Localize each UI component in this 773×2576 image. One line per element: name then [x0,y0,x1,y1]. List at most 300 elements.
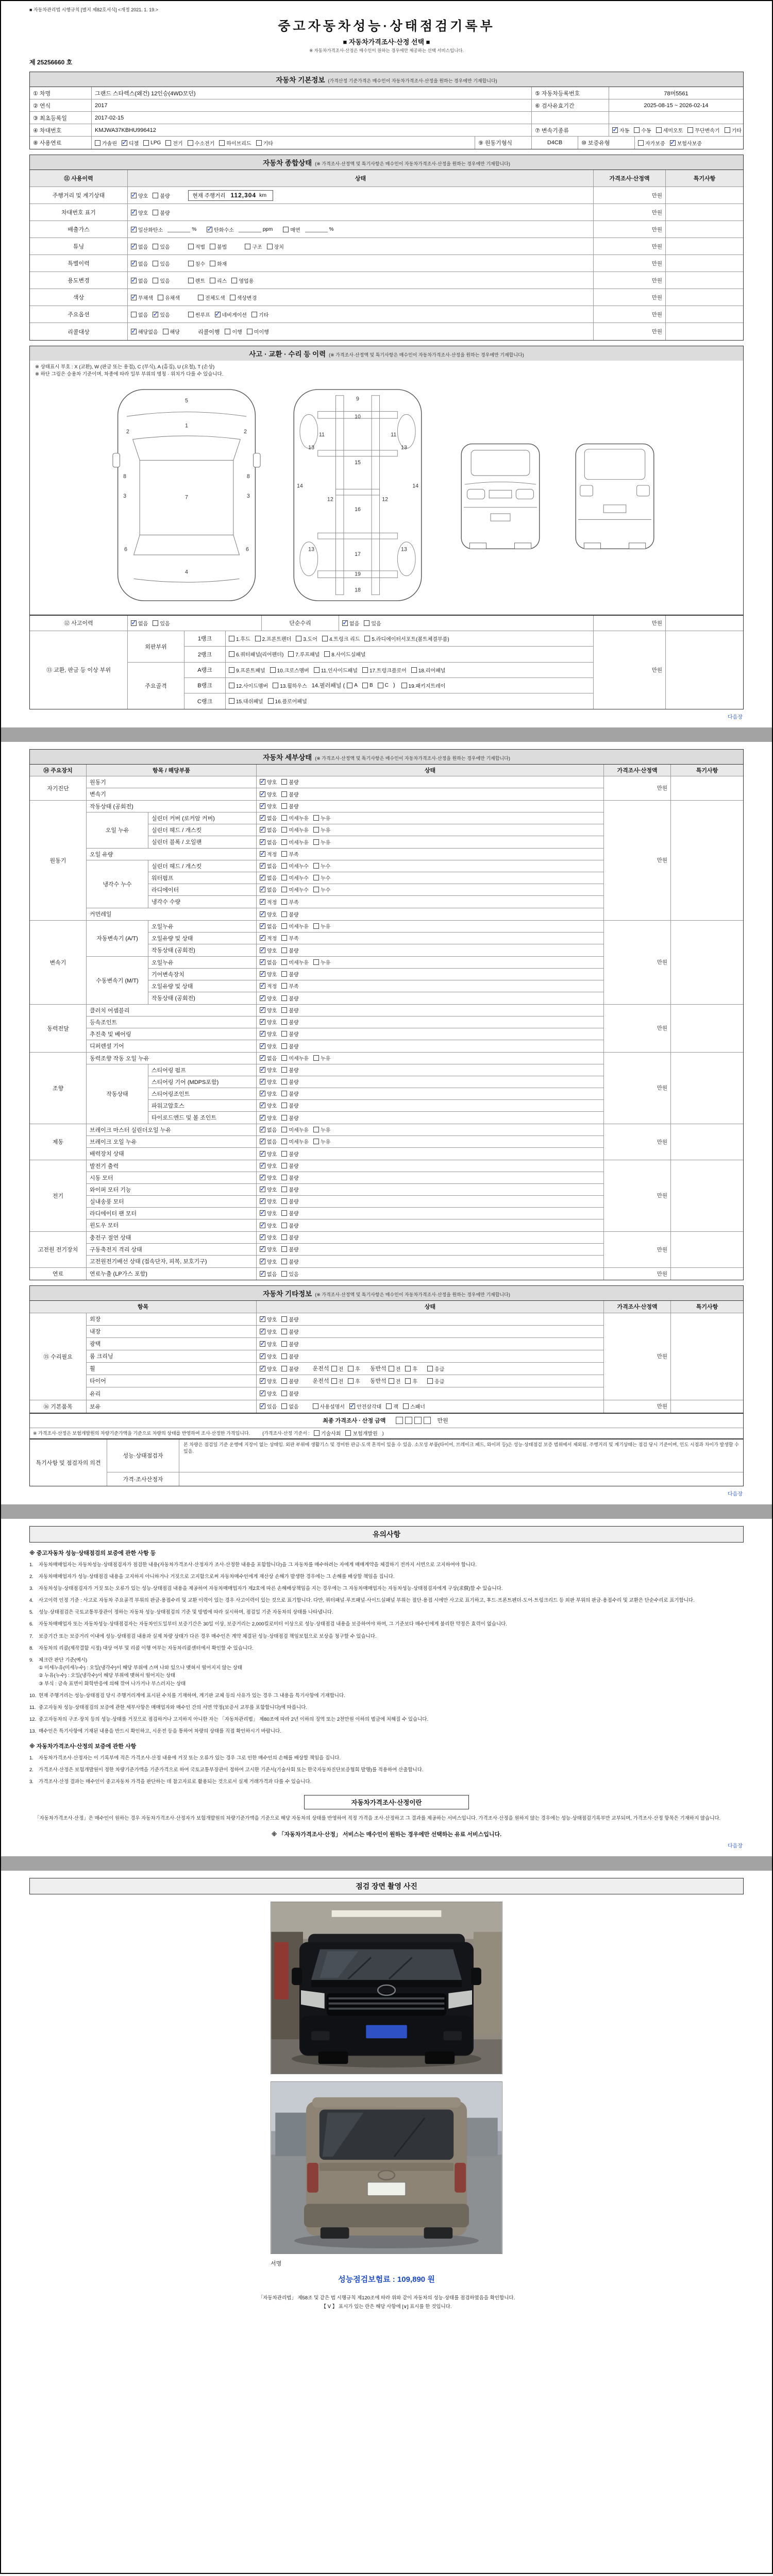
checkbox-item[interactable] [313,958,330,966]
checkbox-item[interactable] [313,874,330,882]
checkbox-checked-icon[interactable] [260,863,265,869]
checkbox-item[interactable] [122,139,139,147]
checkbox-item[interactable] [281,838,309,846]
checkbox-item[interactable] [260,1018,277,1026]
checkbox-unchecked-icon[interactable] [255,636,261,641]
checkbox-unchecked-icon[interactable] [331,1366,337,1371]
checkbox-unchecked-icon[interactable] [281,1175,287,1180]
checkbox-item[interactable] [313,922,330,930]
checkbox-item[interactable] [281,1328,298,1335]
checkbox-item[interactable] [612,126,629,134]
checkbox-unchecked-icon[interactable] [188,244,194,249]
checkbox-unchecked-icon[interactable] [281,1329,287,1334]
checkbox-unchecked-icon[interactable] [273,683,278,688]
checkbox-unchecked-icon[interactable] [687,127,693,133]
checkbox-unchecked-icon[interactable] [313,839,319,845]
checkbox-unchecked-icon[interactable] [281,1403,287,1409]
checkbox-item[interactable] [260,1030,277,1038]
checkbox-item[interactable] [725,126,742,134]
checkbox-item[interactable] [260,1078,277,1086]
checkbox-unchecked-icon[interactable] [270,667,276,673]
checkbox-checked-icon[interactable] [260,1175,265,1180]
checkbox-checked-icon[interactable] [342,620,348,626]
checkbox-checked-icon[interactable] [260,1271,265,1277]
checkbox-item[interactable] [281,1222,298,1229]
next-page-link[interactable]: 다음장 [728,1843,743,1849]
checkbox-unchecked-icon[interactable] [322,636,328,641]
checkbox-unchecked-icon[interactable] [362,683,368,688]
checkbox-unchecked-icon[interactable] [403,1403,409,1409]
checkbox-item[interactable] [229,682,268,689]
checkbox-item[interactable] [229,697,263,705]
checkbox-checked-icon[interactable] [260,959,265,965]
checkbox-item[interactable] [260,862,277,870]
checkbox-checked-icon[interactable] [260,899,265,905]
checkbox-checked-icon[interactable] [260,1163,265,1168]
checkbox-item[interactable] [260,886,277,893]
checkbox-item[interactable] [188,243,205,250]
checkbox-checked-icon[interactable] [260,1043,265,1049]
checkbox-unchecked-icon[interactable] [281,1139,287,1144]
checkbox-unchecked-icon[interactable] [634,127,640,133]
checkbox-checked-icon[interactable] [260,1079,265,1084]
checkbox-unchecked-icon[interactable] [364,620,369,626]
checkbox-item[interactable] [131,226,163,233]
checkbox-unchecked-icon[interactable] [256,140,262,146]
checkbox-unchecked-icon[interactable] [281,803,287,809]
checkbox-item[interactable] [131,328,158,335]
checkbox-unchecked-icon[interactable] [281,1378,287,1384]
checkbox-checked-icon[interactable] [260,1151,265,1157]
checkbox-item[interactable] [331,1365,344,1372]
checkbox-item[interactable] [364,635,449,642]
checkbox-unchecked-icon[interactable] [401,683,407,688]
checkbox-unchecked-icon[interactable] [281,1234,287,1240]
checkbox-checked-icon[interactable] [260,803,265,809]
checkbox-unchecked-icon[interactable] [210,261,215,266]
checkbox-item[interactable] [281,1174,298,1181]
checkbox-checked-icon[interactable] [260,1366,265,1371]
checkbox-item[interactable] [281,1315,298,1323]
checkbox-item[interactable] [281,850,298,858]
checkbox-item[interactable] [153,243,170,250]
checkbox-item[interactable] [281,1114,298,1122]
checkbox-item[interactable] [401,682,446,689]
checkbox-item[interactable] [281,946,298,954]
checkbox-unchecked-icon[interactable] [281,1031,287,1037]
checkbox-unchecked-icon[interactable] [405,1378,411,1384]
checkbox-item[interactable] [260,1126,277,1133]
checkbox-item[interactable] [281,1389,298,1397]
checkbox-item[interactable] [198,294,225,301]
checkbox-item[interactable] [260,970,277,978]
checkbox-checked-icon[interactable] [260,947,265,953]
checkbox-item[interactable] [281,814,309,822]
checkbox-item[interactable] [281,1209,298,1217]
checkbox-item[interactable] [260,1315,277,1323]
checkbox-unchecked-icon[interactable] [656,127,662,133]
checkbox-checked-icon[interactable] [260,851,265,857]
checkbox-checked-icon[interactable] [260,1031,265,1037]
checkbox-checked-icon[interactable] [260,1403,265,1409]
checkbox-unchecked-icon[interactable] [313,827,319,833]
checkbox-item[interactable] [314,1429,341,1437]
checkbox-item[interactable] [411,666,446,674]
checkbox-item[interactable] [281,1258,298,1265]
checkbox-unchecked-icon[interactable] [314,667,320,673]
checkbox-item[interactable] [314,666,358,674]
checkbox-item[interactable] [153,192,170,199]
checkbox-item[interactable] [281,994,298,1002]
checkbox-unchecked-icon[interactable] [198,295,204,300]
checkbox-item[interactable] [656,126,683,134]
checkbox-item[interactable] [188,139,215,147]
checkbox-checked-icon[interactable] [260,1246,265,1252]
checkbox-item[interactable] [229,635,250,642]
checkbox-item[interactable] [281,1340,298,1348]
checkbox-checked-icon[interactable] [260,1103,265,1108]
checkbox-item[interactable] [131,277,148,284]
next-page-link[interactable]: 다음장 [728,1491,743,1497]
checkbox-unchecked-icon[interactable] [313,1403,318,1409]
checkbox-item[interactable] [255,635,292,642]
checkbox-item[interactable] [281,970,298,978]
checkbox-checked-icon[interactable] [260,1259,265,1264]
checkbox-item[interactable] [268,697,307,705]
checkbox-item[interactable] [281,802,298,810]
checkbox-item[interactable] [260,826,277,834]
checkbox-item[interactable] [281,922,309,930]
checkbox-checked-icon[interactable] [260,1353,265,1359]
checkbox-item[interactable] [260,946,277,954]
checkbox-checked-icon[interactable] [131,329,137,334]
checkbox-item[interactable] [165,139,182,147]
checkbox-item[interactable] [131,209,148,216]
checkbox-checked-icon[interactable] [260,935,265,941]
checkbox-item[interactable] [267,243,284,250]
checkbox-item[interactable] [405,1377,417,1385]
checkbox-item[interactable] [281,1185,298,1193]
checkbox-item[interactable] [131,243,148,250]
checkbox-unchecked-icon[interactable] [281,863,287,869]
checkbox-item[interactable] [131,192,148,199]
checkbox-unchecked-icon[interactable] [281,1091,287,1096]
checkbox-item[interactable] [229,650,283,658]
checkbox-item[interactable] [670,139,702,147]
checkbox-unchecked-icon[interactable] [313,815,319,821]
checkbox-item[interactable] [260,1054,277,1062]
checkbox-unchecked-icon[interactable] [281,911,287,917]
checkbox-item[interactable] [386,1402,398,1410]
checkbox-item[interactable] [260,1365,277,1372]
checkbox-unchecked-icon[interactable] [281,1391,287,1396]
checkbox-item[interactable] [260,874,277,882]
checkbox-item[interactable] [153,260,170,267]
checkbox-item[interactable] [260,1340,277,1348]
checkbox-unchecked-icon[interactable] [143,140,149,146]
checkbox-unchecked-icon[interactable] [281,1187,287,1192]
checkbox-item[interactable] [260,1101,277,1109]
checkbox-item[interactable] [348,1365,360,1372]
checkbox-unchecked-icon[interactable] [281,1163,287,1168]
checkbox-item[interactable] [296,635,317,642]
checkbox-item[interactable] [230,294,257,301]
checkbox-item[interactable] [260,1328,277,1335]
checkbox-item[interactable] [389,1365,401,1372]
checkbox-unchecked-icon[interactable] [281,851,287,857]
checkbox-checked-icon[interactable] [260,791,265,797]
checkbox-item[interactable] [347,683,358,688]
checkbox-unchecked-icon[interactable] [247,329,253,334]
checkbox-item[interactable] [273,682,307,689]
checkbox-item[interactable] [260,802,277,810]
checkbox-item[interactable] [260,1270,277,1278]
checkbox-unchecked-icon[interactable] [281,1079,287,1084]
checkbox-unchecked-icon[interactable] [267,244,273,249]
checkbox-item[interactable] [260,1197,277,1205]
checkbox-unchecked-icon[interactable] [210,278,215,283]
checkbox-item[interactable] [251,311,268,318]
checkbox-unchecked-icon[interactable] [225,329,230,334]
checkbox-item[interactable] [153,277,170,284]
checkbox-item[interactable] [131,311,148,318]
checkbox-unchecked-icon[interactable] [427,1366,433,1371]
checkbox-unchecked-icon[interactable] [230,295,236,300]
checkbox-item[interactable] [281,826,309,834]
checkbox-unchecked-icon[interactable] [281,1055,287,1061]
checkbox-item[interactable] [270,666,309,674]
checkbox-item[interactable] [260,790,277,798]
checkbox-checked-icon[interactable] [260,1329,265,1334]
checkbox-item[interactable] [260,1402,277,1410]
checkbox-item[interactable] [281,1030,298,1038]
checkbox-item[interactable] [247,328,269,335]
checkbox-item[interactable] [260,1162,277,1170]
checkbox-unchecked-icon[interactable] [229,698,234,704]
checkbox-unchecked-icon[interactable] [153,261,158,266]
checkbox-item[interactable] [281,1054,309,1062]
checkbox-item[interactable] [131,260,148,267]
checkbox-unchecked-icon[interactable] [405,1366,411,1371]
checkbox-checked-icon[interactable] [260,1067,265,1073]
checkbox-item[interactable] [215,311,247,318]
checkbox-checked-icon[interactable] [260,923,265,929]
checkbox-checked-icon[interactable] [131,244,137,249]
checkbox-item[interactable] [260,850,277,858]
checkbox-unchecked-icon[interactable] [229,636,234,641]
checkbox-unchecked-icon[interactable] [188,140,193,146]
checkbox-unchecked-icon[interactable] [281,1353,287,1359]
checkbox-item[interactable] [260,994,277,1002]
checkbox-unchecked-icon[interactable] [210,244,215,249]
checkbox-item[interactable] [313,886,330,893]
checkbox-item[interactable] [342,619,359,627]
checkbox-checked-icon[interactable] [260,839,265,845]
checkbox-unchecked-icon[interactable] [281,923,287,929]
checkbox-unchecked-icon[interactable] [153,244,158,249]
checkbox-item[interactable] [260,1389,277,1397]
checkbox-item[interactable] [260,838,277,846]
checkbox-item[interactable] [219,139,251,147]
checkbox-unchecked-icon[interactable] [281,959,287,965]
checkbox-item[interactable] [634,126,651,134]
checkbox-item[interactable] [281,958,309,966]
checkbox-unchecked-icon[interactable] [153,210,158,215]
checkbox-item[interactable] [313,814,330,822]
checkbox-unchecked-icon[interactable] [288,651,294,657]
checkbox-item[interactable] [245,243,262,250]
checkbox-checked-icon[interactable] [260,911,265,917]
checkbox-unchecked-icon[interactable] [153,278,158,283]
checkbox-item[interactable] [229,666,265,674]
checkbox-item[interactable] [427,1377,444,1385]
checkbox-item[interactable] [281,1090,298,1097]
checkbox-item[interactable] [283,226,300,233]
checkbox-item[interactable] [313,838,330,846]
checkbox-unchecked-icon[interactable] [313,1055,319,1061]
checkbox-item[interactable] [348,1377,360,1385]
checkbox-checked-icon[interactable] [260,1378,265,1384]
checkbox-item[interactable] [281,1150,298,1158]
checkbox-unchecked-icon[interactable] [281,1259,287,1264]
checkbox-item[interactable] [210,260,227,267]
checkbox-item[interactable] [288,650,320,658]
checkbox-unchecked-icon[interactable] [283,227,289,232]
checkbox-item[interactable] [313,1126,330,1133]
checkbox-checked-icon[interactable] [260,1055,265,1061]
checkbox-item[interactable] [260,1114,277,1122]
checkbox-checked-icon[interactable] [260,983,265,989]
checkbox-checked-icon[interactable] [260,1210,265,1216]
checkbox-unchecked-icon[interactable] [188,261,194,266]
checkbox-unchecked-icon[interactable] [281,1007,287,1013]
checkbox-item[interactable] [281,1162,298,1170]
checkbox-item[interactable] [313,826,330,834]
checkbox-item[interactable] [322,635,360,642]
checkbox-item[interactable] [324,650,365,658]
checkbox-unchecked-icon[interactable] [427,1378,433,1384]
checkbox-item[interactable] [281,1377,298,1385]
checkbox-item[interactable] [281,778,298,786]
checkbox-unchecked-icon[interactable] [153,620,158,626]
checkbox-unchecked-icon[interactable] [313,1127,319,1132]
checkbox-unchecked-icon[interactable] [229,683,234,688]
checkbox-item[interactable] [313,1402,345,1410]
checkbox-item[interactable] [153,209,170,216]
checkbox-unchecked-icon[interactable] [281,1341,287,1347]
checkbox-unchecked-icon[interactable] [281,1210,287,1216]
checkbox-unchecked-icon[interactable] [281,779,287,785]
checkbox-item[interactable] [256,139,273,147]
checkbox-unchecked-icon[interactable] [281,887,287,892]
checkbox-unchecked-icon[interactable] [231,278,237,283]
checkbox-checked-icon[interactable] [131,210,137,215]
checkbox-item[interactable] [345,1429,377,1437]
checkbox-item[interactable] [362,666,407,674]
checkbox-checked-icon[interactable] [260,1127,265,1132]
checkbox-unchecked-icon[interactable] [281,839,287,845]
checkbox-unchecked-icon[interactable] [411,667,417,673]
checkbox-checked-icon[interactable] [131,193,137,198]
checkbox-item[interactable] [260,898,277,906]
checkbox-checked-icon[interactable] [260,887,265,892]
checkbox-unchecked-icon[interactable] [219,140,225,146]
checkbox-item[interactable] [188,311,210,318]
checkbox-checked-icon[interactable] [260,1019,265,1025]
checkbox-item[interactable] [281,1138,309,1145]
checkbox-item[interactable] [260,1138,277,1145]
checkbox-item[interactable] [188,260,205,267]
checkbox-item[interactable] [153,311,170,318]
checkbox-item[interactable] [131,619,148,627]
checkbox-unchecked-icon[interactable] [389,1378,394,1384]
checkbox-unchecked-icon[interactable] [364,636,370,641]
checkbox-item[interactable] [331,1377,344,1385]
checkbox-unchecked-icon[interactable] [251,312,257,317]
checkbox-checked-icon[interactable] [260,827,265,833]
checkbox-item[interactable] [207,226,234,233]
checkbox-unchecked-icon[interactable] [348,1378,354,1384]
checkbox-unchecked-icon[interactable] [638,140,644,146]
checkbox-unchecked-icon[interactable] [313,863,319,869]
checkbox-unchecked-icon[interactable] [281,1366,287,1371]
checkbox-unchecked-icon[interactable] [188,312,194,317]
checkbox-checked-icon[interactable] [131,278,137,283]
checkbox-item[interactable] [281,1270,298,1278]
checkbox-unchecked-icon[interactable] [188,278,194,283]
checkbox-unchecked-icon[interactable] [229,667,234,673]
checkbox-unchecked-icon[interactable] [281,827,287,833]
checkbox-item[interactable] [260,1258,277,1265]
checkbox-unchecked-icon[interactable] [362,667,368,673]
checkbox-unchecked-icon[interactable] [313,923,319,929]
checkbox-item[interactable] [638,139,665,147]
checkbox-unchecked-icon[interactable] [165,140,171,146]
checkbox-checked-icon[interactable] [260,1391,265,1396]
checkbox-checked-icon[interactable] [260,1234,265,1240]
checkbox-unchecked-icon[interactable] [281,1246,287,1252]
checkbox-item[interactable] [188,277,205,284]
checkbox-unchecked-icon[interactable] [229,651,234,657]
checkbox-checked-icon[interactable] [260,971,265,977]
checkbox-item[interactable] [281,1018,298,1026]
checkbox-unchecked-icon[interactable] [281,1019,287,1025]
checkbox-checked-icon[interactable] [260,1007,265,1013]
checkbox-item[interactable] [260,814,277,822]
checkbox-item[interactable] [260,1222,277,1229]
checkbox-item[interactable] [158,294,180,301]
checkbox-unchecked-icon[interactable] [158,295,163,300]
checkbox-unchecked-icon[interactable] [348,1366,354,1371]
checkbox-item[interactable] [281,1402,298,1410]
checkbox-checked-icon[interactable] [260,1187,265,1192]
checkbox-unchecked-icon[interactable] [281,1198,287,1204]
checkbox-unchecked-icon[interactable] [281,875,287,880]
checkbox-item[interactable] [281,874,309,882]
checkbox-item[interactable] [225,328,242,335]
checkbox-unchecked-icon[interactable] [95,140,100,146]
checkbox-unchecked-icon[interactable] [281,971,287,977]
next-page-link[interactable]: 다음장 [728,714,743,720]
checkbox-unchecked-icon[interactable] [347,683,352,688]
checkbox-unchecked-icon[interactable] [313,875,319,880]
checkbox-unchecked-icon[interactable] [281,1223,287,1228]
checkbox-item[interactable] [163,328,180,335]
checkbox-item[interactable] [389,1377,401,1385]
checkbox-unchecked-icon[interactable] [281,815,287,821]
checkbox-item[interactable] [131,294,153,301]
checkbox-unchecked-icon[interactable] [281,1043,287,1049]
